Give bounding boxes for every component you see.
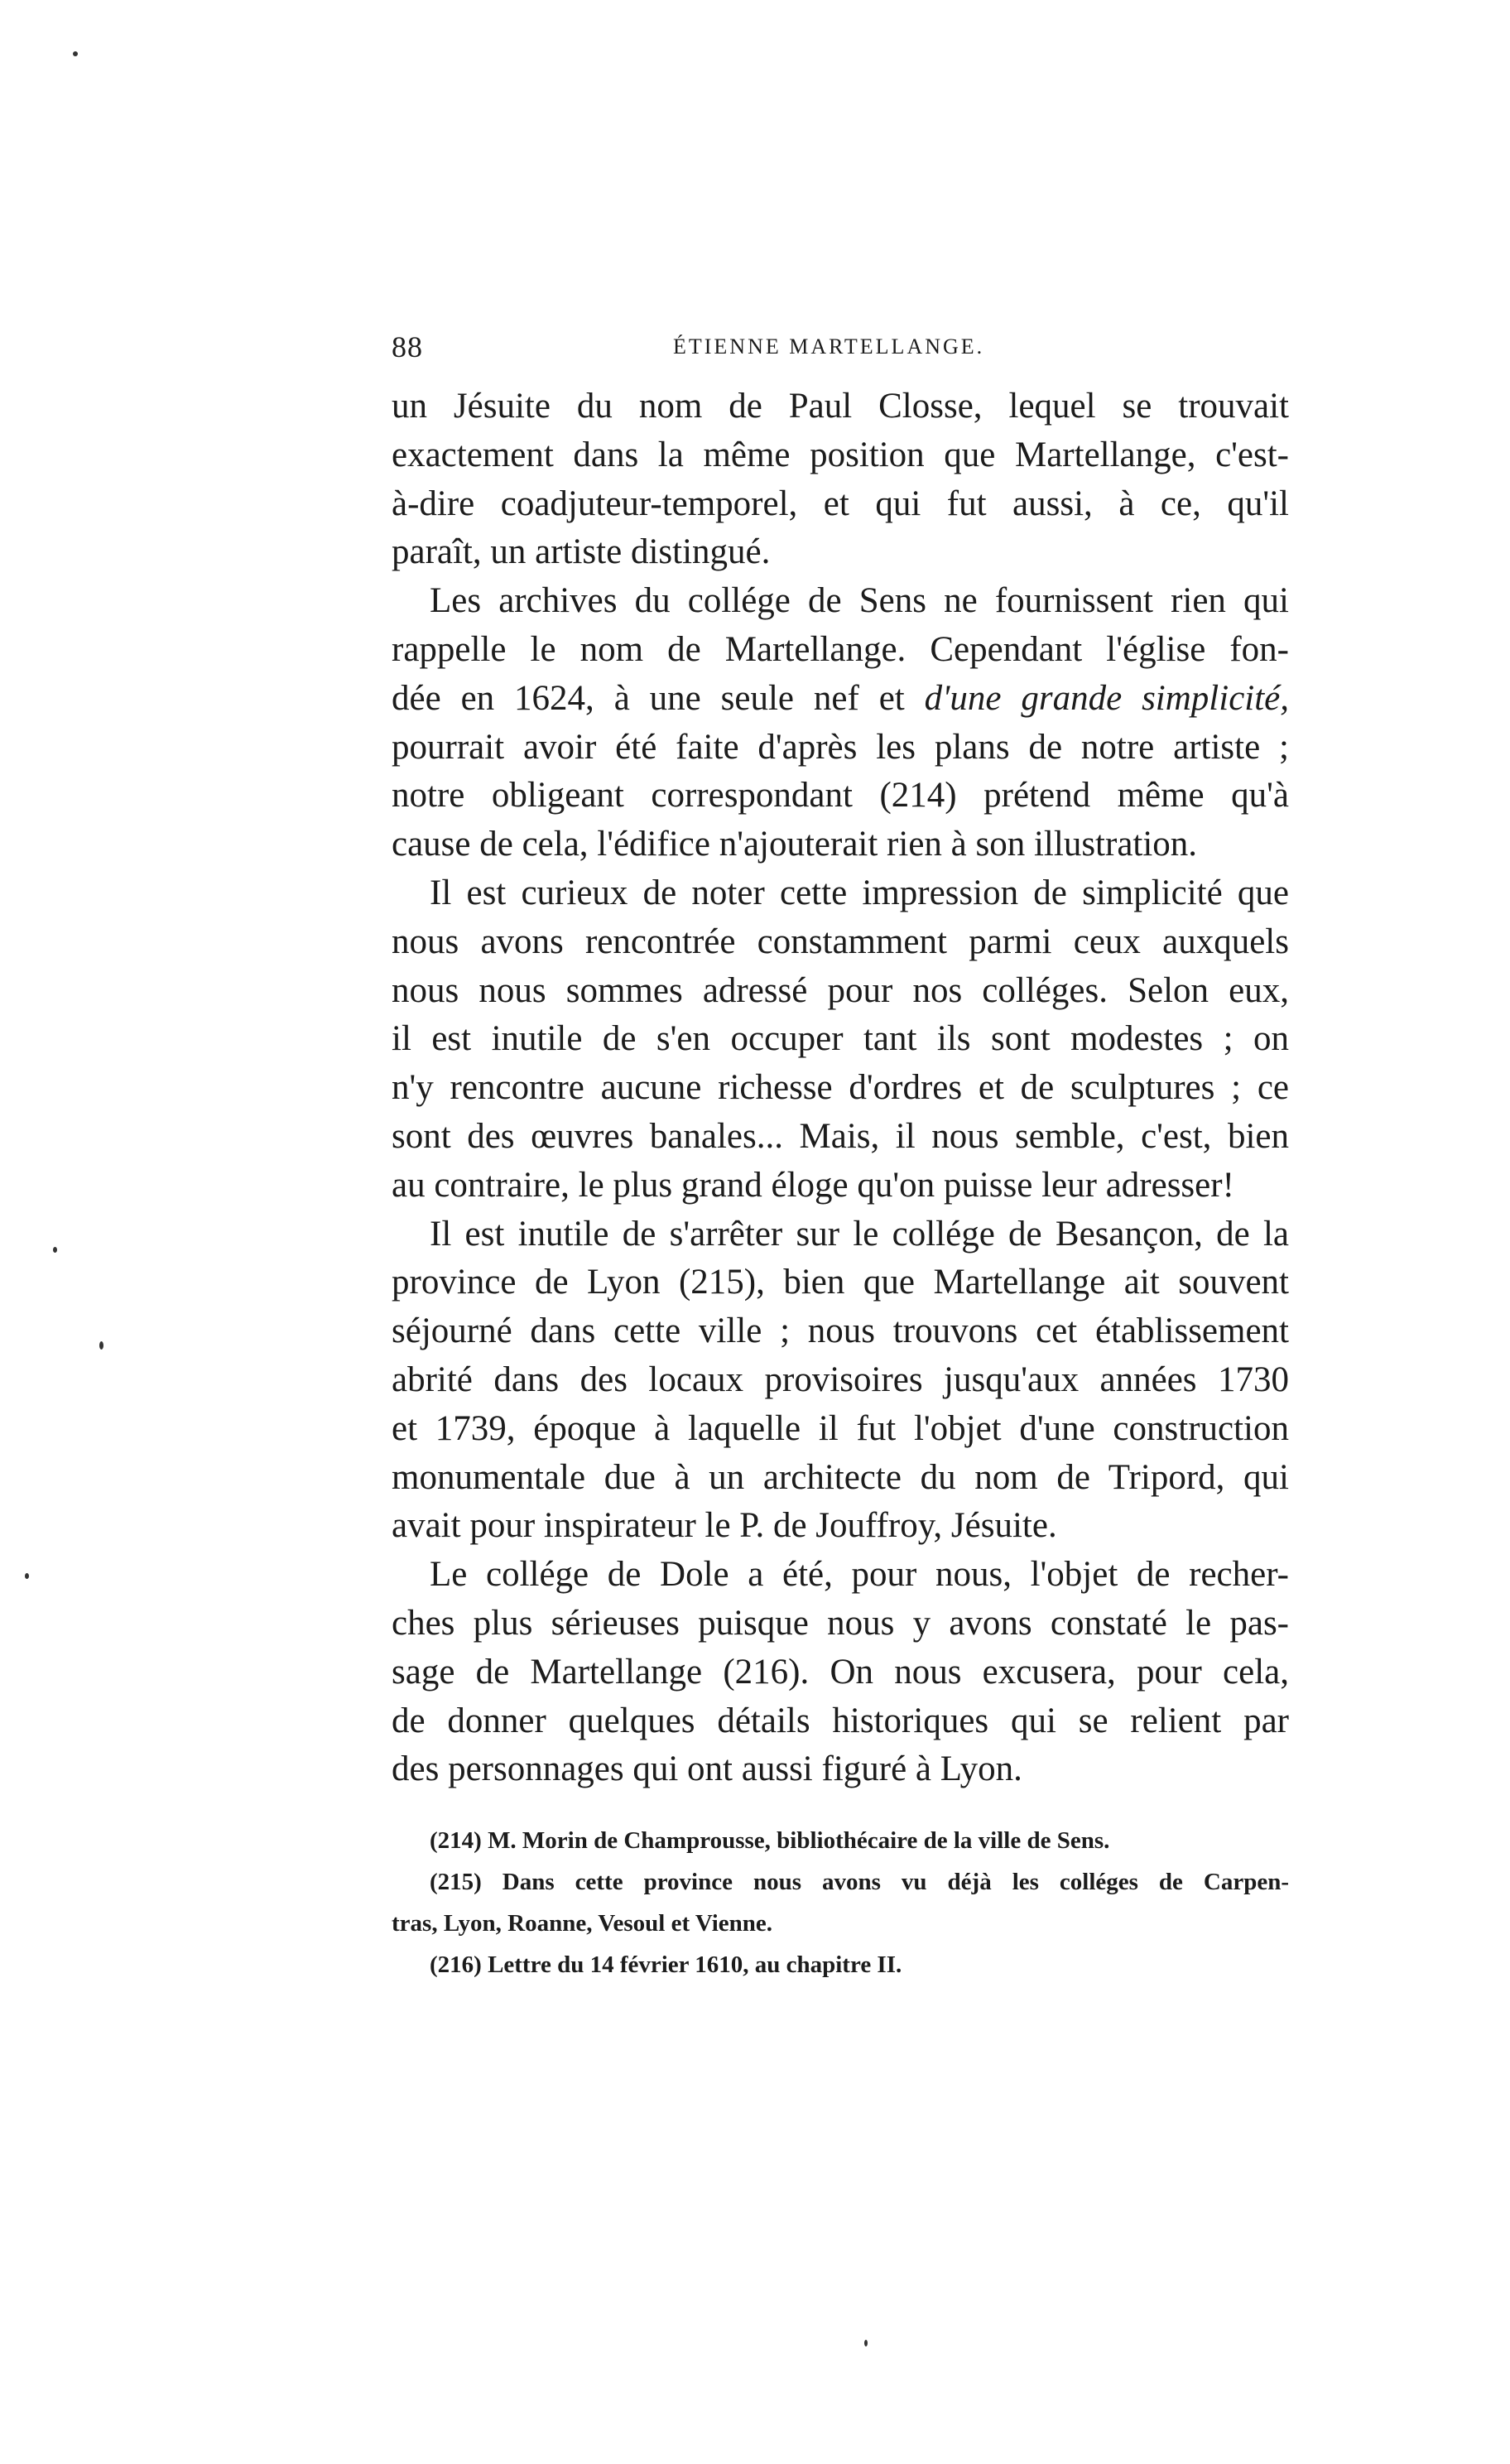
text-line: il est inutile de s'en occuper tant ils sont modestes ; on	[392, 1019, 1289, 1059]
text-line: Le collége de Dole a été, pour nous, l'objet de recher-	[430, 1555, 1289, 1595]
text-line: au contraire, le plus grand éloge qu'on puisse leur adresser!	[392, 1165, 1234, 1205]
text-line: province de Lyon (215), bien que Martellange ait souvent	[392, 1263, 1289, 1302]
scan-speck	[99, 1341, 103, 1350]
text-line: Les archives du collége de Sens ne fournissent rien qui	[430, 581, 1289, 621]
text-line: cause de cela, l'édifice n'ajouterait rien à son illustration.	[392, 825, 1198, 864]
footnote-215-continued: tras, Lyon, Roanne, Vesoul et Vienne.	[392, 1910, 773, 1937]
text-line: séjourné dans cette ville ; nous trouvons cet établissement	[392, 1311, 1289, 1351]
body-text	[392, 383, 1289, 1794]
text-line: sage de Martellange (216). On nous excusera, pour cela,	[392, 1652, 1289, 1692]
scan-speck	[864, 2340, 868, 2346]
italic-text: d'une grande simplicité,	[924, 678, 1290, 718]
text-line: et 1739, époque à laquelle il fut l'objet d'une construction	[392, 1408, 1289, 1448]
text-line: avait pour inspirateur le P. de Jouffroy, Jésuite.	[392, 1506, 1057, 1546]
text-line: de donner quelques détails historiques qui se relient par	[392, 1701, 1289, 1740]
text-line: des personnages qui ont aussi figuré à Lyon.	[392, 1749, 1022, 1789]
text-line	[392, 675, 1289, 724]
text-line: Il est inutile de s'arrêter sur le collége de Besançon, de la	[430, 1214, 1289, 1254]
scan-speck	[73, 51, 78, 56]
text-line: pourrait avoir été faite d'après les plans de notre artiste ;	[392, 727, 1289, 767]
text-line: n'y rencontre aucune richesse d'ordres et de sculptures ; ce	[392, 1068, 1289, 1108]
footnotes	[392, 1820, 1289, 1985]
text-line: abrité dans des locaux provisoires jusqu'aux années 1730	[392, 1360, 1289, 1399]
text-line: Il est curieux de noter cette impression de simplicité que	[430, 873, 1289, 912]
text-segment: dée en 1624, à une seule nef et	[392, 678, 905, 718]
text-line: sont des œuvres banales... Mais, il nous semble, c'est, bien	[392, 1116, 1289, 1156]
text-line: un Jésuite du nom de Paul Closse, lequel se trouvait	[392, 387, 1289, 426]
text-line: notre obligeant correspondant (214) prétend même qu'à	[392, 776, 1289, 816]
scan-speck	[25, 1573, 29, 1579]
text-line: ches plus sérieuses puisque nous y avons constaté le pas-	[392, 1603, 1289, 1643]
text-line: rappelle le nom de Martellange. Cependant l'église fon-	[392, 629, 1289, 669]
footnote-214: (214) M. Morin de Champrousse, bibliothécaire de la ville de Sens.	[430, 1827, 1110, 1854]
footnote-216: (216) Lettre du 14 février 1610, au chapitre II.	[430, 1951, 902, 1978]
page-header	[392, 330, 1289, 369]
text-line: nous avons rencontrée constamment parmi ceux auxquels	[392, 922, 1289, 961]
running-head: ÉTIENNE MARTELLANGE.	[673, 334, 985, 359]
scan-speck	[53, 1247, 57, 1253]
text-line: à-dire coadjuteur-temporel, et qui fut aussi, à ce, qu'il	[392, 484, 1289, 523]
text-line: monumentale due à un architecte du nom de Tripord, qui	[392, 1457, 1289, 1497]
page-number: 88	[392, 330, 423, 363]
text-line: nous nous sommes adressé pour nos colléges. Selon eux,	[392, 970, 1289, 1010]
footnote-215: (215) Dans cette province nous avons vu déjà les colléges de Carpen-	[430, 1869, 1289, 1895]
text-line: exactement dans la même position que Martellange, c'est-	[392, 435, 1289, 474]
text-line: paraît, un artiste distingué.	[392, 532, 771, 572]
